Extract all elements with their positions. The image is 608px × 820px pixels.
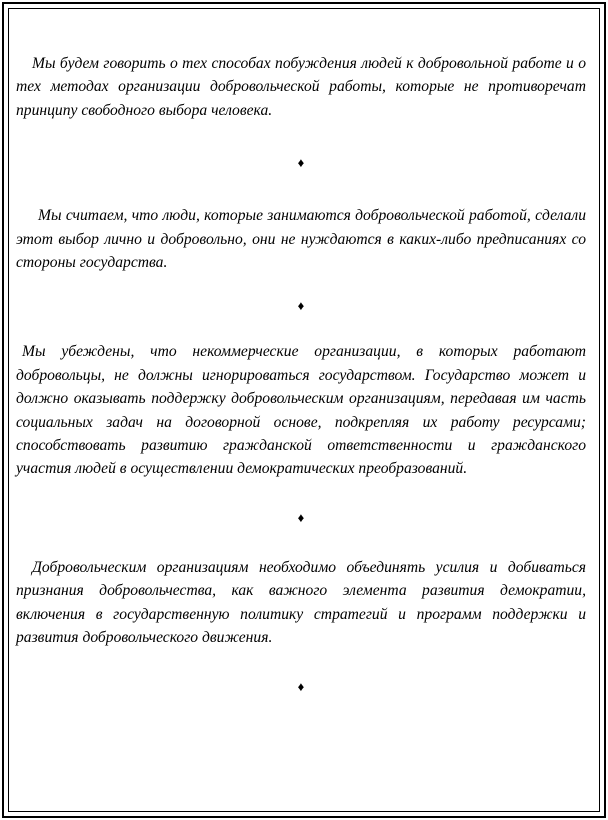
paragraph-personal-choice: Мы считаем, что люди, которые занимаются добровольческой работой, сделали этот выбор лично и добровольно, они не нуждаются в каких-либо предписаниях со стороны государства. — [16, 207, 586, 272]
paragraph-state-support: Мы убеждены, что некоммерческие организации, в которых работают добровольцы, не должны игнорироваться государством. Государство может и должно оказывать поддержку добровольческим организациям, передавая им часть социальных задач на договорной основе, подкрепляя их работу ресурсами; способствовать развитию гражданской ответственности и гражданского участия людей в осуществлении демократических преобразований. — [16, 343, 586, 478]
paragraph-voluntary-methods: Мы будем говорить о тех способах побуждения людей к добровольной работе и о тех методах организации добровольческой работы, которые не противоречат принципу свободного выбора человека. — [16, 55, 586, 119]
text-box — [16, 52, 586, 697]
diamond-divider-icon: ♦ — [297, 509, 305, 525]
diamond-divider-icon: ♦ — [297, 678, 305, 694]
diamond-divider-icon: ♦ — [297, 155, 305, 171]
paragraph-unite-efforts: Добровольческим организациям необходимо объединять усилия и добиваться признания добровольчества, как важного элемента развития демократии, включения в государственную политику стратегий и программ поддержки и развития добровольческого движения. — [16, 558, 586, 647]
diamond-divider-icon: ♦ — [297, 298, 305, 314]
